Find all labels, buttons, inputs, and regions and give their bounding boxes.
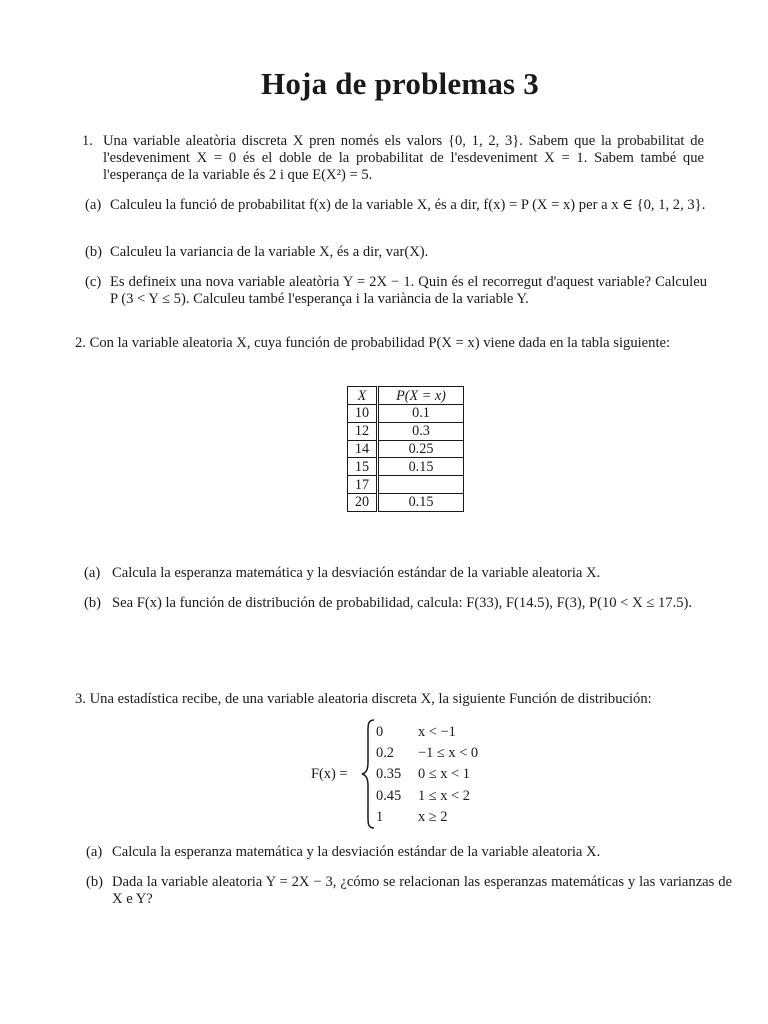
item-label: (a) <box>85 197 102 213</box>
probability-table <box>347 386 464 512</box>
item-label: (c) <box>85 274 102 290</box>
table-row <box>348 440 464 458</box>
item-label: (b) <box>85 244 103 260</box>
case-value: 0 <box>376 724 384 740</box>
problem-3-number: 3. <box>75 691 86 707</box>
problem-2-number: 2. <box>75 335 86 351</box>
item-text: Dada la variable aleatoria Y = 2X − 3, ¿cómo se relacionan las esperanzas matemáticas y las varianzas de X e Y? <box>112 874 732 907</box>
item-label: (a) <box>86 844 103 860</box>
item-text: Es defineix una nova variable aleatòria Y = 2X − 1. Quin és el recorregut d'aquest variable? Calculeu P (3 < Y ≤ 5). Calculeu també l'esperança i la variància de la variable Y. <box>110 274 707 307</box>
table-row <box>348 422 464 440</box>
item-text: Sea F(x) la función de distribución de probabilidad, calcula: F(33), F(14.5), F(3), P(10 < X ≤ 17.5). <box>112 595 693 611</box>
problem-2-statement <box>75 335 732 352</box>
item-text: Calcula la esperanza matemática y la desviación estándar de la variable aleatoria X. <box>112 844 601 860</box>
table-cell: 14 <box>348 440 378 458</box>
left-brace <box>360 718 376 830</box>
item-label: (b) <box>86 874 104 890</box>
problem-2-item-b <box>84 595 732 612</box>
table-cell: 0.1 <box>378 405 464 423</box>
item-text: Calculeu la variancia de la variable X, és a dir, var(X). <box>110 244 429 260</box>
table-row <box>348 405 464 423</box>
problem-1-text: Una variable aleatòria discreta X pren només els valors {0, 1, 2, 3}. Sabem que la probabilitat de l'esdeveniment X = 0 és el doble de la probabilitat de l'esdeveniment X = 1. Sabem també que l'esperança de la variable és 2 i que E(X²) = 5. <box>103 133 704 183</box>
problem-3-statement <box>75 691 732 708</box>
problem-2-item-a <box>84 565 732 582</box>
table-header-row <box>348 387 464 405</box>
problem-1-number: 1. <box>82 133 93 149</box>
problem-3-item-b <box>86 874 732 908</box>
problem-2-text: Con la variable aleatoria X, cuya función de probabilidad P(X = x) viene dada en la tabla siguiente: <box>89 335 671 351</box>
table-header-x: X <box>348 387 378 405</box>
table-row <box>348 493 464 511</box>
table-cell <box>378 476 464 494</box>
case-value: 1 <box>376 809 384 825</box>
item-text: Calculeu la funció de probabilitat f(x) de la variable X, és a dir, f(x) = P (X = x) per a x ∈ {0, 1, 2, 3}. <box>110 197 706 213</box>
table-row <box>348 458 464 476</box>
table-cell: 0.15 <box>378 493 464 511</box>
problem-1-item-a <box>85 197 707 214</box>
table-cell: 0.25 <box>378 440 464 458</box>
problem-1-item-b <box>85 244 707 261</box>
case-condition: 1 ≤ x < 2 <box>418 788 470 804</box>
table-cell: 15 <box>348 458 378 476</box>
problem-1-statement <box>82 133 704 184</box>
case-condition: x < −1 <box>418 724 456 740</box>
table-cell: 10 <box>348 405 378 423</box>
table-cell: 20 <box>348 493 378 511</box>
table-cell: 17 <box>348 476 378 494</box>
case-value: 0.2 <box>376 745 394 761</box>
case-condition: 0 ≤ x < 1 <box>418 766 470 782</box>
table-header-p: P(X = x) <box>378 387 464 405</box>
problem-1-item-c <box>85 274 707 308</box>
case-value: 0.35 <box>376 766 402 782</box>
item-text: Calcula la esperanza matemática y la desviación estándar de la variable aleatoria X. <box>112 565 601 581</box>
table-cell: 0.3 <box>378 422 464 440</box>
table-cell: 12 <box>348 422 378 440</box>
piecewise-lhs: F(x) = <box>311 766 348 782</box>
page-title: Hoja de problemas 3 <box>261 66 539 101</box>
case-condition: x ≥ 2 <box>418 809 448 825</box>
item-label: (b) <box>84 595 102 611</box>
item-label: (a) <box>84 565 101 581</box>
problem-3-text: Una estadística recibe, de una variable aleatoria discreta X, la siguiente Función de distribución: <box>89 691 652 707</box>
case-condition: −1 ≤ x < 0 <box>418 745 479 761</box>
table-cell: 0.15 <box>378 458 464 476</box>
table-row <box>348 476 464 494</box>
problem-3-item-a <box>86 844 732 861</box>
case-value: 0.45 <box>376 788 402 804</box>
